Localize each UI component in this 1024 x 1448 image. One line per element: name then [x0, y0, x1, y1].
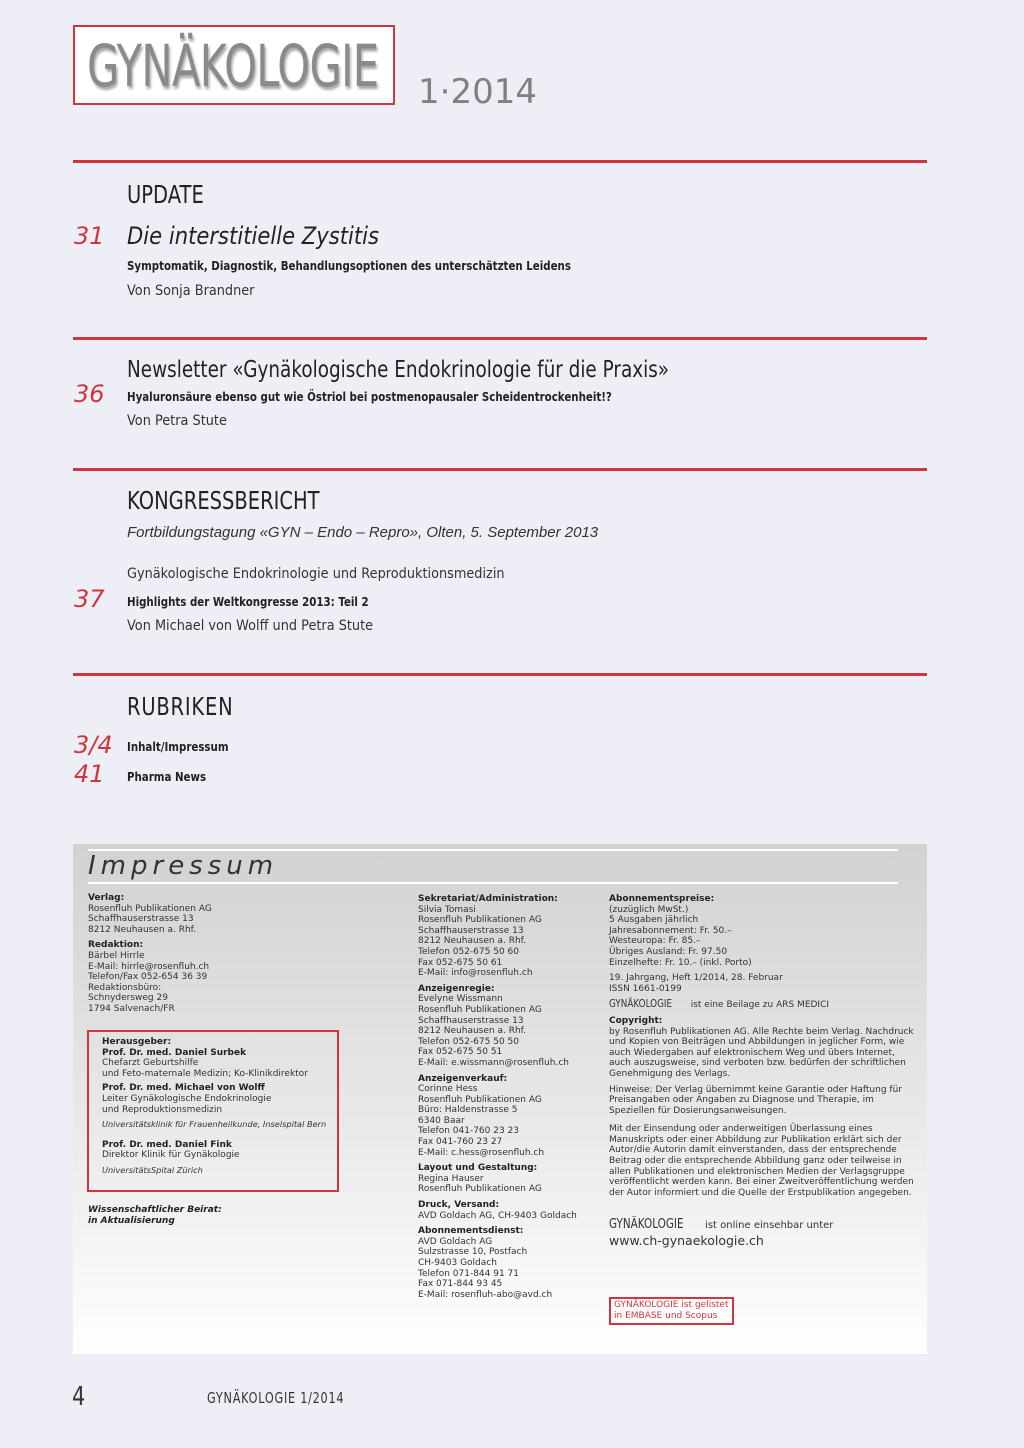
- rubrik-item-inhalt[interactable]: Inhalt/Impressum: [127, 739, 229, 754]
- contact-line: 8212 Neuhausen a. Rhf.: [418, 1026, 527, 1037]
- hinweise-text: Hinweise: Der Verlag übernimmt keine Garantie oder Haftung für Preisangaben oder Angaben zu Diagnose und Therapie, im Speziellen für Dosierungsanweisungen.: [609, 1084, 902, 1116]
- impressum-bottom-line: [88, 882, 898, 884]
- druck-block: [418, 1200, 608, 1221]
- contact-line: AVD Goldach AG: [418, 1236, 493, 1247]
- redaktion-label: Redaktion:: [88, 940, 144, 951]
- mini-journal-logo: GYNÄKOLOGIE: [609, 997, 673, 1011]
- layout-label: Layout und Gestaltung:: [418, 1163, 538, 1174]
- kongress-event: Fortbildungstagung «GYN – Endo – Repro», Olten, 5. September 2013: [127, 524, 599, 541]
- contact-line: Rosenfluh Publikationen AG: [418, 1094, 542, 1105]
- preis-line: Einzelhefte: Fr. 10.– (inkl. Porto): [609, 957, 752, 968]
- preis-line: Westeuropa: Fr. 85.–: [609, 936, 701, 947]
- online-line: [609, 1217, 915, 1233]
- article-author-newsletter: Von Petra Stute: [127, 413, 227, 429]
- contact-line: 6340 Baar: [418, 1115, 465, 1126]
- herausgeber-label: Herausgeber:: [102, 1037, 172, 1047]
- contact-line: Telefon 071-844 91 71: [418, 1268, 520, 1279]
- redaktion-line: Redaktionsbüro:: [88, 982, 162, 993]
- anzeigenregie-label: Anzeigenregie:: [418, 983, 495, 994]
- footer-journal: GYNÄKOLOGIE 1/2014: [207, 1389, 345, 1407]
- redaktion-email[interactable]: E-Mail: hirrle@rosenfluh.ch: [88, 961, 210, 972]
- kongress-topic: Gynäkologische Endokrinologie und Reproduktionsmedizin: [127, 566, 505, 582]
- person-role: Leiter Gynäkologische Endokrinologie: [102, 1093, 272, 1104]
- verlag-line: Rosenfluh Publikationen AG: [88, 903, 212, 914]
- copyright-block: [609, 1016, 915, 1080]
- preis-line: (zuzüglich MwSt.): [609, 904, 689, 915]
- section-divider: [73, 160, 927, 163]
- issue-number: 1·2014: [418, 72, 537, 112]
- contact-email[interactable]: E-Mail: rosenfluh-abo@avd.ch: [418, 1289, 553, 1300]
- redaktion-line: 1794 Salvenach/FR: [88, 1003, 175, 1014]
- contact-line: Telefon 041-760 23 23: [418, 1126, 520, 1137]
- embase-notice: [609, 1297, 734, 1325]
- contact-line: Fax 052-675 50 51: [418, 1047, 503, 1058]
- issn-line: ISSN 1661-0199: [609, 983, 682, 994]
- article-author-kongress: Von Michael von Wolff und Petra Stute: [127, 618, 374, 634]
- page-number-kongress: 37: [74, 585, 105, 613]
- redaktion-line: Bärbel Hirrle: [88, 950, 145, 961]
- contact-line: Evelyne Wissmann: [418, 994, 503, 1005]
- abodienst-label: Abonnementsdienst:: [418, 1226, 524, 1237]
- contact-line: Büro: Haldenstrasse 5: [418, 1105, 518, 1116]
- article-subtitle-kongress[interactable]: Highlights der Weltkongresse 2013: Teil 2: [127, 594, 369, 609]
- contact-line: Sulzstrasse 10, Postfach: [418, 1247, 528, 1258]
- herausgeber-box: [87, 1030, 339, 1192]
- anzeigenverkauf-block: [418, 1074, 608, 1159]
- page-number-update: 31: [74, 222, 105, 250]
- sekretariat-label: Sekretariat/Administration:: [418, 894, 558, 904]
- article-author-update: Von Sonja Brandner: [127, 283, 255, 299]
- contact-line: Silvia Tomasi: [418, 904, 476, 915]
- website-link[interactable]: www.ch-gynaekologie.ch: [609, 1233, 764, 1249]
- redaktion-block: [88, 940, 348, 1014]
- article-title-update[interactable]: Die interstitielle Zystitis: [127, 222, 380, 250]
- contact-line: Fax 071-844 93 45: [418, 1279, 503, 1290]
- article-subtitle-update: Symptomatik, Diagnostik, Behandlungsoptionen des unterschätzten Leidens: [127, 258, 571, 273]
- abodienst-block: [418, 1226, 608, 1300]
- institution: Universitätsklinik für Frauenheilkunde, Inselspital Bern: [102, 1119, 327, 1130]
- person-role: Chefarzt Geburtshilfe: [102, 1058, 199, 1069]
- contact-line: 8212 Neuhausen a. Rhf.: [418, 936, 527, 947]
- contact-line: AVD Goldach AG, CH-9403 Goldach: [418, 1210, 577, 1221]
- person-name: Prof. Dr. med. Daniel Surbek: [102, 1047, 247, 1058]
- contact-line: Fax 052-675 50 61: [418, 957, 503, 968]
- contact-line: CH-9403 Goldach: [418, 1258, 497, 1268]
- impressum-col-1: [88, 893, 348, 1020]
- layout-block: [418, 1163, 608, 1195]
- herausgeber-person: [102, 1048, 337, 1080]
- preis-line: 5 Ausgaben jährlich: [609, 915, 699, 926]
- contact-line: Rosenfluh Publikationen AG: [418, 1184, 542, 1195]
- contact-line: Schaffhauserstrasse 13: [418, 925, 524, 936]
- impressum-title: Impressum: [88, 851, 279, 881]
- section-divider: [73, 337, 927, 340]
- page-number-newsletter: 36: [74, 380, 105, 408]
- beirat-block: [88, 1205, 222, 1226]
- contact-email[interactable]: E-Mail: c.hess@rosenfluh.ch: [418, 1147, 545, 1158]
- section-heading-kongress: KONGRESSBERICHT: [127, 486, 320, 515]
- contact-line: Regina Hauser: [418, 1173, 484, 1184]
- section-heading-rubriken: RUBRIKEN: [127, 692, 234, 721]
- contact-line: Corinne Hess: [418, 1084, 478, 1095]
- embase-line: GYNÄKOLOGIE ist gelistet: [614, 1300, 729, 1310]
- article-subtitle-newsletter[interactable]: Hyaluronsäure ebenso gut wie Östriol bei postmenopausaler Scheidentrockenheit!?: [127, 389, 612, 404]
- section-divider: [73, 468, 927, 471]
- person-role: Direktor Klinik für Gynäkologie: [102, 1150, 240, 1161]
- anzeigenverkauf-label: Anzeigenverkauf:: [418, 1073, 508, 1084]
- impressum-col-3: [609, 894, 915, 1247]
- copyright-label: Copyright:: [609, 1015, 663, 1026]
- redaktion-line: Schnydersweg 29: [88, 993, 168, 1004]
- page-number-rubrik: 3/4: [74, 731, 113, 759]
- journal-logo: [73, 25, 395, 105]
- contact-line: Telefon 052-675 50 60: [418, 946, 520, 957]
- person-name: Prof. Dr. med. Michael von Wolff: [102, 1083, 265, 1094]
- herausgeber-person: [102, 1083, 337, 1115]
- person-role: und Reproduktionsmedizin: [102, 1104, 223, 1115]
- contact-line: Schaffhauserstrasse 13: [418, 1015, 524, 1026]
- contact-email[interactable]: E-Mail: info@rosenfluh.ch: [418, 968, 533, 979]
- verlag-line: 8212 Neuhausen a. Rhf.: [88, 924, 197, 935]
- preise-block: [609, 894, 915, 968]
- section-divider: [73, 673, 927, 676]
- preise-label: Abonnementspreise:: [609, 894, 715, 904]
- section-heading-update: UPDATE: [127, 180, 204, 209]
- jahrgang-block: [609, 973, 915, 994]
- sekretariat-block: [418, 894, 608, 979]
- online-text: ist online einsehbar unter: [705, 1220, 834, 1232]
- rubrik-item-pharma[interactable]: Pharma News: [127, 769, 207, 784]
- section-heading-newsletter: Newsletter «Gynäkologische Endokrinologie für die Praxis»: [127, 357, 670, 383]
- contact-line: Rosenfluh Publikationen AG: [418, 1004, 542, 1015]
- embase-line: in EMBASE und Scopus: [614, 1310, 718, 1321]
- person-role: und Feto-maternale Medizin; Ko-Klinikdirektor: [102, 1068, 308, 1079]
- journal-logo-text: GYNÄKOLOGIE: [87, 32, 379, 100]
- institution: UniversitätsSpital Zürich: [102, 1164, 203, 1175]
- jahrgang-line: 19. Jahrgang, Heft 1/2014, 28. Februar: [609, 973, 783, 984]
- beilage-line: [609, 999, 915, 1011]
- redaktion-line: Telefon/Fax 052-654 36 39: [88, 972, 208, 983]
- impressum-box: [73, 844, 927, 1354]
- anzeigenregie-block: [418, 984, 608, 1069]
- footer-page-number: 4: [72, 1382, 86, 1412]
- verlag-line: Schaffhauserstrasse 13: [88, 914, 194, 925]
- verlag-label: Verlag:: [88, 893, 125, 903]
- beilage-text: ist eine Beilage zu ARS MEDICI: [690, 1000, 830, 1011]
- page-number-rubrik: 41: [74, 760, 105, 788]
- contact-line: Fax 041-760 23 27: [418, 1137, 503, 1148]
- contact-line: Telefon 052-675 50 50: [418, 1036, 520, 1047]
- copyright-text: by Rosenfluh Publikationen AG. Alle Rechte beim Verlag. Nachdruck und Kopien von Beiträgen und Abbildungen in jeglicher Form, wie auch Wiedergaben auf elektronischem Weg und übers Internet, auch auszugsweise, sind verboten bzw. bedürfen der schriftlichen Genehmigung des Verlags.: [609, 1026, 914, 1079]
- druck-label: Druck, Versand:: [418, 1200, 500, 1211]
- herausgeber-person: [102, 1140, 337, 1161]
- beirat-value: in Aktualisierung: [88, 1215, 175, 1226]
- einsendung-text: Mit der Einsendung oder anderweitigen Überlassung eines Manuskripts oder einer Abbildung zur Publikation erklärt sich der Autor/die Autorin damit einverstanden, dass der entsprechende Beitrag oder die entsprechende Abbildung ganz oder teilweise in allen Publikationen und elektronischen Medien der Verlagsgruppe veröffentlicht werden kann. Bei einer Zweitveröffentlichung werden der Autor informiert und die Quelle der Erstpublikation angegeben.: [609, 1124, 914, 1198]
- beirat-label: Wissenschaftlicher Beirat:: [88, 1205, 222, 1215]
- contact-line: Rosenfluh Publikationen AG: [418, 915, 542, 926]
- verlag-block: [88, 893, 348, 935]
- impressum-col-2: [418, 894, 608, 1305]
- person-name: Prof. Dr. med. Daniel Fink: [102, 1139, 232, 1150]
- preis-line: Übriges Ausland: Fr. 97.50: [609, 946, 728, 957]
- mini-journal-logo: GYNÄKOLOGIE: [609, 1217, 684, 1233]
- contact-email[interactable]: E-Mail: e.wissmann@rosenfluh.ch: [418, 1057, 569, 1068]
- preis-line: Jahresabonnement: Fr. 50.–: [609, 925, 732, 936]
